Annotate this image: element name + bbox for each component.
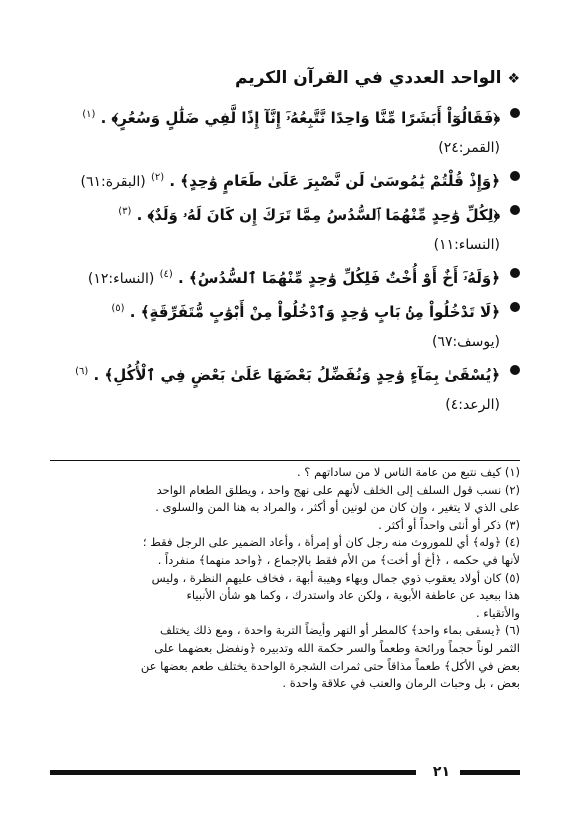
verse-reference-line: [40, 230, 500, 260]
verse-text: ﴿وَإِذْ قُلْتُمْ يَٰمُوسَىٰ لَن نَّصْبِرَ عَلَىٰ طَعَامٍ وَٰحِدٍ﴾ .: [169, 172, 500, 190]
verse-line: [40, 163, 500, 197]
verse-text: ﴿يُسْقَىٰ بِمَآءٍ وَٰحِدٍ وَنُفَضِّلُ بَعْضَهَا عَلَىٰ بَعْضٍ فِي ٱلْأُكُلِ﴾ .: [93, 366, 500, 384]
footnote-line: هذا ببعيد عن عاطفة الأبوية ، ولكن عاد واستدرك ، وكما هو شأن الأنبياء: [186, 588, 520, 603]
verse-reference: (النساء:١١): [433, 237, 500, 253]
verse-reference-line: [40, 327, 500, 357]
footnote-line: لأنها في حكمه ، ﴿أخ أو أخت﴾ من الأم فقط بالإجماع ، ﴿واحد منهما﴾ منفرداً .: [157, 552, 520, 567]
footnotes-block: [50, 464, 520, 693]
verse-text: ﴿وَلَهُۥٓ أَخٌ أَوْ أُخْتٌ فَلِكُلِّ وَٰحِدٍ مِّنْهُمَا ٱلسُّدُسُ﴾ .: [177, 269, 500, 287]
verse-text: ﴿فَقَالُوٓاْ أَبَشَرًا مِّنَّا وَاحِدًا نَّتَّبِعُهُۥٓ إِنَّآ إِذًا لَّفِي ضَلَٰلٍ وَسُعُرٍ﴾ .: [100, 109, 500, 127]
verse-reference: (الرعد:٤): [445, 397, 500, 413]
section-heading: [50, 66, 520, 91]
verse-item: [40, 357, 520, 420]
page-number: ٢١: [432, 764, 450, 780]
footer-bar-right: [460, 770, 520, 775]
footnote-marker: (١): [82, 109, 96, 120]
footnote-line: (١) كيف نتبع من عامة الناس لا من ساداتهم ؟ .: [297, 465, 520, 479]
bullet-dot-icon: [510, 268, 520, 278]
verse-reference: (يوسف:٦٧): [431, 334, 500, 350]
footnote-line: الثمر لوناً حجماً ورائحة وطعماً والسر حكمة الله وتدبيره ﴿ونفضل بعضهما على: [154, 640, 520, 655]
verse-item: [40, 100, 520, 163]
verse-reference: (القمر:٢٤): [438, 140, 500, 156]
verse-line: [40, 357, 500, 390]
verse-item: [40, 260, 520, 294]
verse-line: [40, 294, 500, 327]
verse-item: [40, 163, 520, 197]
verse-text: ﴿لَا تَدْخُلُواْ مِنۢ بَابٍ وَٰحِدٍ وَٱدْخُلُواْ مِنْ أَبْوَٰبٍ مُّتَفَرِّقَةٍ﴾ .: [129, 303, 500, 321]
verse-line: [40, 100, 500, 133]
verse-item: [40, 197, 520, 260]
verse-list: [40, 100, 520, 420]
footnote-marker: (٢): [150, 172, 165, 183]
footnote-line: والأتقياء .: [475, 605, 520, 620]
bullet-dot-icon: [510, 302, 520, 312]
footer-bar-left: [50, 770, 416, 775]
footnote-line: (٦) ﴿يسقى بماء واحد﴾ كالمطر أو النهر وأيضاً التربة واحدة ، ومع ذلك يختلف: [159, 623, 520, 638]
verse-line: [40, 197, 500, 230]
bullet-dot-icon: [510, 365, 520, 375]
footnote-line: على الذي لا يتغير ، وإن كان من لونين أو أكثر ، والمراد به هنا المن والسلوى .: [155, 500, 520, 515]
footnote-divider: [50, 460, 520, 461]
verse-reference-line: [40, 133, 500, 163]
footnote-marker: (٥): [111, 303, 125, 314]
verse-reference: (البقرة:٦١): [80, 174, 146, 190]
star-ornament-icon: ❖: [507, 71, 520, 87]
bullet-dot-icon: [510, 205, 520, 215]
footnote-line: (٤) ﴿وله﴾ أي للموروث منه رجل كان أو إمرأة ، وأعاد الضمير على الرجل فقط ؛: [142, 535, 520, 550]
footnote-line: بعض ، بل وحبات الرمان والعنب في علاقة واحدة .: [282, 676, 520, 691]
footnote-marker: (٣): [118, 206, 132, 217]
footnote-line: بعض في الأكل﴾ طعماً مذاقاً حتى ثمرات الشجرة الواحدة يختلف طعم بعضها عن: [140, 658, 520, 673]
verse-reference: (النساء:١٢): [87, 271, 155, 287]
footnote-line: (٣) ذكر أو أنثى واحداً أو أكثر .: [378, 517, 520, 532]
footnote-line: (٥) كان أولاد يعقوب ذوي جمال وبهاء وهيبة أبهة ، فخاف عليهم النظرة ، وليس: [151, 570, 520, 585]
section-heading-text: الواحد العددي في القرآن الكريم: [234, 68, 502, 88]
verse-line: [40, 260, 500, 294]
footnote-line: (٢) نسب قول السلف إلى الخلف لأنهم على نهج واحد ، ويطلق الطعام الواحد: [156, 482, 520, 497]
verse-item: [40, 294, 520, 357]
bullet-dot-icon: [510, 108, 520, 118]
verse-reference-line: [40, 390, 500, 420]
footnote-marker: (٦): [75, 366, 89, 377]
footnote-marker: (٤): [159, 269, 173, 280]
page-footer: [50, 762, 520, 782]
bullet-dot-icon: [510, 171, 520, 181]
verse-text: ﴿لِكُلِّ وَٰحِدٍ مِّنْهُمَا ٱلسُّدُسُ مِمَّا تَرَكَ إِن كَانَ لَهُۥ وَلَدٌ﴾ .: [136, 206, 500, 224]
